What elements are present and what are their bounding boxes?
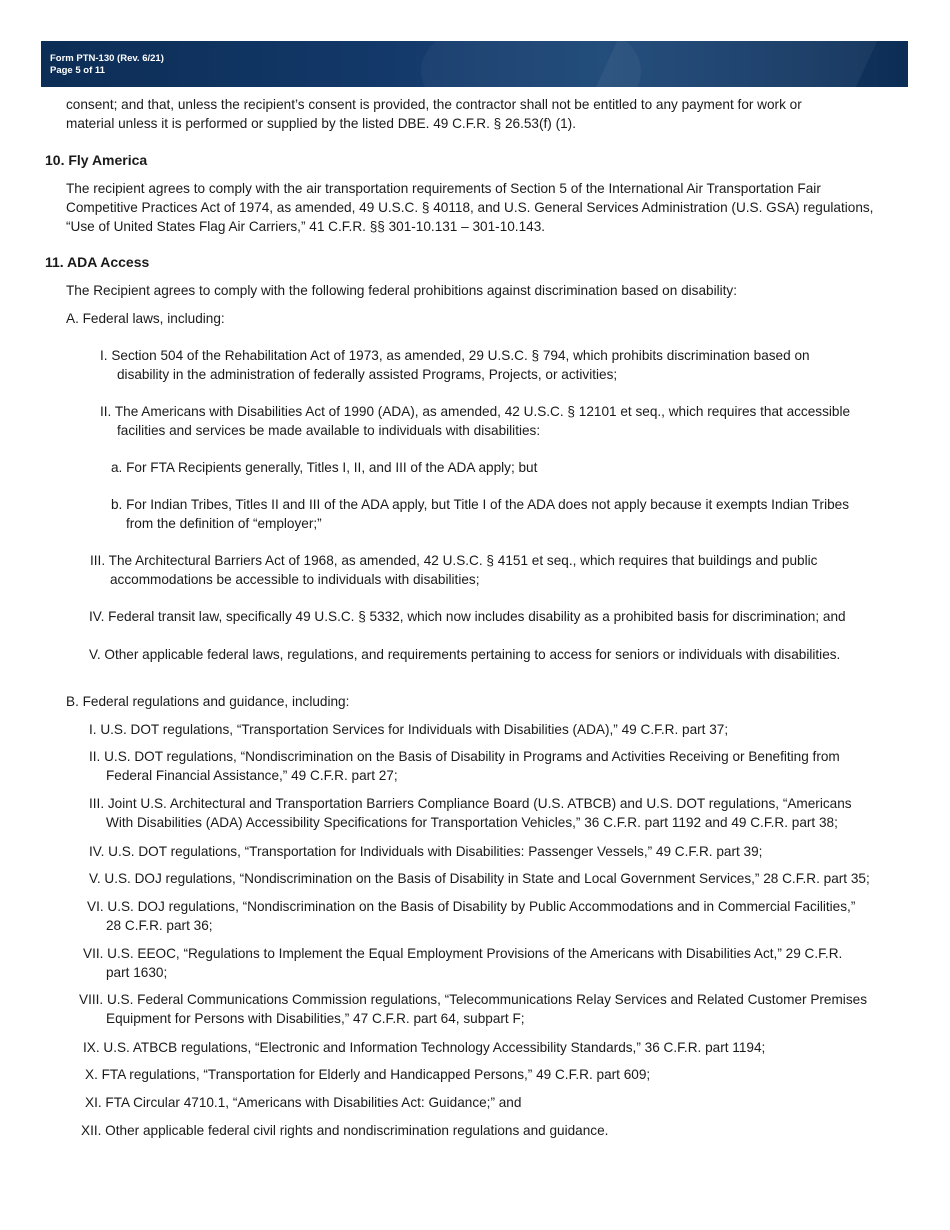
- list-item: III. The Architectural Barriers Act of 1968, as amended, 42 U.S.C. § 4151 et seq., which requires that buildings and public: [90, 553, 818, 568]
- list-item: XI. FTA Circular 4710.1, “Americans with Disabilities Act: Guidance;” and: [85, 1095, 522, 1110]
- list-item: VII. U.S. EEOC, “Regulations to Implement the Equal Employment Provisions of the Americans with Disabilities Act,” 29 C.F.R.: [83, 946, 843, 961]
- list-item: Federal Financial Assistance,” 49 C.F.R. part 27;: [106, 768, 398, 783]
- list-item: IX. U.S. ATBCB regulations, “Electronic and Information Technology Accessibility Standards,” 36 C.F.R. part 1194;: [83, 1040, 766, 1055]
- list-item: II. U.S. DOT regulations, “Nondiscrimination on the Basis of Disability in Programs and Activities Receiving or Benefiting from: [89, 749, 840, 764]
- form-number: Form PTN-130 (Rev. 6/21): [50, 53, 164, 64]
- intro-line: material unless it is performed or supplied by the listed DBE. 49 C.F.R. § 26.53(f) (1).: [66, 116, 576, 131]
- form-header-banner: [41, 41, 908, 87]
- section-10-text: The recipient agrees to comply with the air transportation requirements of Section 5 of the International Air Transportation Fair: [66, 181, 821, 196]
- list-subitem: from the definition of “employer;”: [126, 516, 322, 531]
- list-subitem: b. For Indian Tribes, Titles II and III of the ADA apply, but Title I of the ADA does not apply because it exempts Indian Tribes: [111, 497, 850, 512]
- list-item: Equipment for Persons with Disabilities,” 47 C.F.R. part 64, subpart F;: [106, 1011, 525, 1026]
- list-item: VIII. U.S. Federal Communications Commission regulations, “Telecommunications Relay Services and Related Customer Premises: [79, 992, 867, 1007]
- list-item: I. Section 504 of the Rehabilitation Act of 1973, as amended, 29 U.S.C. § 794, which prohibits discrimination based on: [100, 348, 810, 363]
- list-item: part 1630;: [106, 965, 168, 980]
- list-item: VI. U.S. DOJ regulations, “Nondiscrimination on the Basis of Disability by Public Accommodations and in Commercial Facilities,”: [87, 899, 856, 914]
- list-item: III. Joint U.S. Architectural and Transportation Barriers Compliance Board (U.S. ATBCB) and U.S. DOT regulations, “Americans: [89, 796, 852, 811]
- subsection-b-heading: B. Federal regulations and guidance, including:: [66, 694, 350, 709]
- list-item: With Disabilities (ADA) Accessibility Specifications for Transportation Vehicles,” 36 C.F.R. part 1192 and 49 C.F.R. part 38;: [106, 815, 838, 830]
- section-10-heading: 10. Fly America: [45, 152, 148, 168]
- list-item: IV. Federal transit law, specifically 49 U.S.C. § 5332, which now includes disability as a prohibited basis for discrimination; and: [89, 609, 846, 624]
- subsection-a-heading: A. Federal laws, including:: [66, 311, 225, 326]
- section-10-text: “Use of United States Flag Air Carriers,” 41 C.F.R. §§ 301-10.131 – 301-10.143.: [66, 219, 546, 234]
- form-identifier: [50, 53, 164, 77]
- intro-line: consent; and that, unless the recipient’s consent is provided, the contractor shall not be entitled to any payment for work or: [66, 97, 802, 112]
- list-item: disability in the administration of federally assisted Programs, Projects, or activities;: [117, 367, 618, 382]
- list-item: V. Other applicable federal laws, regulations, and requirements pertaining to access for seniors or individuals with disabilities.: [89, 647, 841, 662]
- list-item: I. U.S. DOT regulations, “Transportation Services for Individuals with Disabilities (ADA),” 49 C.F.R. part 37;: [89, 722, 729, 737]
- list-item: II. The Americans with Disabilities Act of 1990 (ADA), as amended, 42 U.S.C. § 12101 et seq., which requires that accessible: [100, 404, 851, 419]
- list-item: XII. Other applicable federal civil rights and nondiscrimination regulations and guidance.: [81, 1123, 609, 1138]
- section-10-text: Competitive Practices Act of 1974, as amended, 49 U.S.C. § 40118, and U.S. General Services Administration (U.S. GSA) regulations,: [66, 200, 874, 215]
- list-item: V. U.S. DOJ regulations, “Nondiscrimination on the Basis of Disability in State and Local Government Services,” 28 C.F.R. part 35;: [89, 871, 870, 886]
- header-decoration: [580, 41, 882, 87]
- page-number: Page 5 of 11: [50, 65, 105, 76]
- list-item: 28 C.F.R. part 36;: [106, 918, 213, 933]
- section-11-heading: 11. ADA Access: [45, 254, 150, 270]
- list-item: facilities and services be made available to individuals with disabilities:: [117, 423, 541, 438]
- list-item: X. FTA regulations, “Transportation for Elderly and Handicapped Persons,” 49 C.F.R. part 609;: [85, 1067, 651, 1082]
- section-11-intro: The Recipient agrees to comply with the following federal prohibitions against discrimination based on disability:: [66, 283, 737, 298]
- list-subitem: a. For FTA Recipients generally, Titles I, II, and III of the ADA apply; but: [111, 460, 538, 475]
- list-item: IV. U.S. DOT regulations, “Transportation for Individuals with Disabilities: Passenger Vessels,” 49 C.F.R. part 39;: [89, 844, 763, 859]
- list-item: accommodations be accessible to individuals with disabilities;: [110, 572, 480, 587]
